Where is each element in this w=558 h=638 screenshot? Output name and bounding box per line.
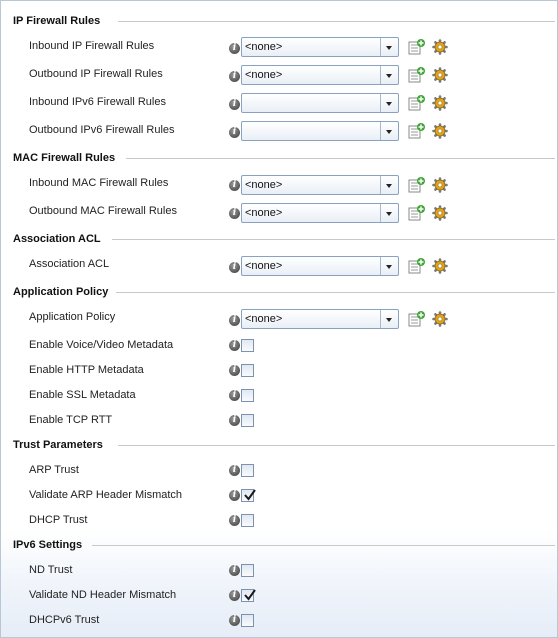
section-title: Application Policy — [13, 286, 109, 298]
outbound-mac-firewall-select[interactable] — [241, 203, 399, 223]
inbound-ip-firewall-select[interactable] — [241, 37, 399, 57]
association-acl-label: Association ACL — [29, 258, 110, 270]
validate-arp-label: Validate ARP Header Mismatch — [29, 489, 183, 501]
gear-icon[interactable] — [432, 311, 448, 327]
section-association-acl — [13, 232, 557, 246]
info-icon[interactable]: i — [229, 390, 240, 401]
add-rule-icon[interactable] — [408, 67, 426, 83]
info-icon[interactable]: i — [229, 71, 240, 82]
info-icon[interactable]: i — [229, 590, 240, 601]
arp-trust-label: ARP Trust — [29, 464, 79, 476]
gear-icon[interactable] — [432, 205, 448, 221]
info-icon[interactable]: i — [229, 262, 240, 273]
validate-nd-checkbox[interactable] — [241, 589, 254, 602]
chevron-down-icon[interactable] — [380, 204, 398, 222]
inbound-ip-firewall-label: Inbound IP Firewall Rules — [29, 40, 155, 52]
gear-icon[interactable] — [432, 67, 448, 83]
nd-trust-checkbox[interactable] — [241, 564, 254, 577]
gear-icon[interactable] — [432, 177, 448, 193]
gear-icon[interactable] — [432, 258, 448, 274]
info-icon[interactable]: i — [229, 127, 240, 138]
chevron-down-icon[interactable] — [380, 38, 398, 56]
add-rule-icon[interactable] — [408, 95, 426, 111]
voice-video-metadata-label: Enable Voice/Video Metadata — [29, 339, 174, 351]
check-icon — [243, 588, 257, 602]
add-rule-icon[interactable] — [408, 177, 426, 193]
add-rule-icon[interactable] — [408, 205, 426, 221]
section-title: MAC Firewall Rules — [13, 152, 116, 164]
info-icon[interactable]: i — [229, 490, 240, 501]
info-icon[interactable]: i — [229, 465, 240, 476]
association-acl-select[interactable] — [241, 256, 399, 276]
add-rule-icon[interactable] — [408, 311, 426, 327]
add-rule-icon[interactable] — [408, 258, 426, 274]
outbound-ipv6-firewall-label: Outbound IPv6 Firewall Rules — [29, 124, 175, 136]
chevron-down-icon[interactable] — [380, 257, 398, 275]
section-divider — [126, 158, 555, 159]
inbound-ipv6-firewall-select[interactable] — [241, 93, 399, 113]
select-value: <none> — [245, 41, 283, 53]
gear-icon[interactable] — [432, 123, 448, 139]
select-value: <none> — [245, 179, 283, 191]
section-ipv6-settings — [13, 538, 557, 552]
outbound-ip-firewall-label: Outbound IP Firewall Rules — [29, 68, 163, 80]
info-icon[interactable]: i — [229, 565, 240, 576]
section-title: IP Firewall Rules — [13, 15, 101, 27]
validate-nd-label: Validate ND Header Mismatch — [29, 589, 177, 601]
section-trust-parameters — [13, 438, 557, 452]
chevron-down-icon[interactable] — [380, 122, 398, 140]
section-divider — [118, 445, 555, 446]
add-rule-icon[interactable] — [408, 123, 426, 139]
section-application-policy — [13, 285, 557, 299]
http-metadata-checkbox[interactable] — [241, 364, 254, 377]
gear-icon[interactable] — [432, 95, 448, 111]
arp-trust-checkbox[interactable] — [241, 464, 254, 477]
chevron-down-icon[interactable] — [380, 176, 398, 194]
info-icon[interactable]: i — [229, 99, 240, 110]
ssl-metadata-label: Enable SSL Metadata — [29, 389, 136, 401]
inbound-ipv6-firewall-label: Inbound IPv6 Firewall Rules — [29, 96, 166, 108]
select-value: <none> — [245, 260, 283, 272]
nd-trust-label: ND Trust — [29, 564, 73, 576]
select-value: <none> — [245, 313, 283, 325]
select-value: <none> — [245, 69, 283, 81]
application-policy-label: Application Policy — [29, 311, 116, 323]
info-icon[interactable]: i — [229, 180, 240, 191]
dhcpv6-trust-checkbox[interactable] — [241, 614, 254, 627]
outbound-mac-firewall-label: Outbound MAC Firewall Rules — [29, 205, 177, 217]
section-ip-firewall-rules — [13, 14, 557, 28]
info-icon[interactable]: i — [229, 365, 240, 376]
dhcp-trust-label: DHCP Trust — [29, 514, 88, 526]
info-icon[interactable]: i — [229, 208, 240, 219]
section-divider — [118, 21, 555, 22]
chevron-down-icon[interactable] — [380, 310, 398, 328]
dhcp-trust-checkbox[interactable] — [241, 514, 254, 527]
application-policy-select[interactable] — [241, 309, 399, 329]
section-title: Trust Parameters — [13, 439, 103, 451]
outbound-ipv6-firewall-select[interactable] — [241, 121, 399, 141]
section-title: Association ACL — [13, 233, 101, 245]
outbound-ip-firewall-select[interactable] — [241, 65, 399, 85]
http-metadata-label: Enable HTTP Metadata — [29, 364, 144, 376]
ssl-metadata-checkbox[interactable] — [241, 389, 254, 402]
section-title: IPv6 Settings — [13, 539, 83, 551]
info-icon[interactable]: i — [229, 615, 240, 626]
check-icon — [243, 488, 257, 502]
select-value: <none> — [245, 207, 283, 219]
section-divider — [92, 545, 555, 546]
info-icon[interactable]: i — [229, 415, 240, 426]
tcp-rtt-checkbox[interactable] — [241, 414, 254, 427]
section-divider — [116, 292, 555, 293]
info-icon[interactable]: i — [229, 43, 240, 54]
tcp-rtt-label: Enable TCP RTT — [29, 414, 113, 426]
gear-icon[interactable] — [432, 39, 448, 55]
chevron-down-icon[interactable] — [380, 94, 398, 112]
dhcpv6-trust-label: DHCPv6 Trust — [29, 614, 100, 626]
section-mac-firewall-rules — [13, 151, 557, 165]
info-icon[interactable]: i — [229, 340, 240, 351]
voice-video-metadata-checkbox[interactable] — [241, 339, 254, 352]
add-rule-icon[interactable] — [408, 39, 426, 55]
section-divider — [112, 239, 555, 240]
info-icon[interactable]: i — [229, 315, 240, 326]
inbound-mac-firewall-select[interactable] — [241, 175, 399, 195]
inbound-mac-firewall-label: Inbound MAC Firewall Rules — [29, 177, 169, 189]
chevron-down-icon[interactable] — [380, 66, 398, 84]
validate-arp-checkbox[interactable] — [241, 489, 254, 502]
info-icon[interactable]: i — [229, 515, 240, 526]
